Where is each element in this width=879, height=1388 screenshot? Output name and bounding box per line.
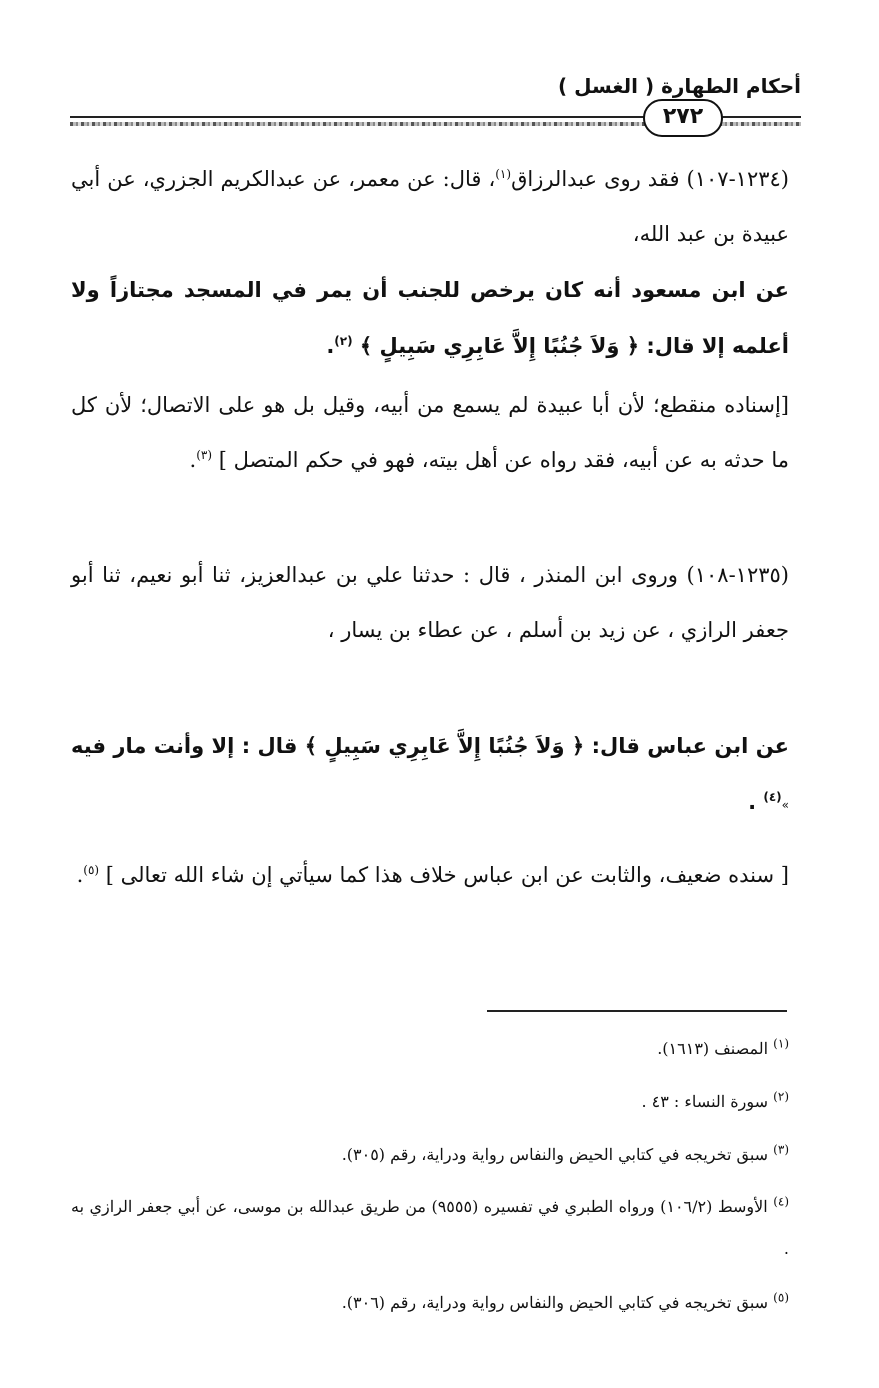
footnote-text: سبق تخريجه في كتابي الحيض والنفاس رواية ودراية، رقم (٣٠٦). [341, 1293, 769, 1312]
footnote-1 [71, 1028, 789, 1070]
footnote-number: (٥) [773, 1290, 789, 1305]
grading-text: [ سنده ضعيف، والثابت عن ابن عباس خلاف هذا كما سيأتي إن شاء الله تعالى ] [99, 863, 789, 887]
period: . [76, 863, 84, 887]
grading-text: [إسناده منقطع؛ لأن أبا عبيدة لم يسمع من أبيه، وقيل بل هو على الاتصال؛ لأن كل ما حدثه به عن أبيه، فقد رواه عن أهل بيته، فهو في حكم المتصل ] [71, 393, 789, 472]
footnote-number: (٢) [773, 1089, 789, 1104]
period: . [748, 790, 757, 814]
footnote-ref[interactable]: (٢) [334, 334, 353, 348]
hadith-matn: عن ابن عباس قال: ﴿ وَلاَ جُنُبًا إِلاَّ عَابِرِي سَبِيلٍ ﴾ قال : إلا وأنت مار فيه [71, 734, 789, 758]
hadith-text-1 [71, 262, 789, 374]
isnad-grading-1 [71, 378, 789, 488]
footnote-text: سبق تخريجه في كتابي الحيض والنفاس رواية ودراية، رقم (٣٠٥). [341, 1145, 769, 1164]
footnote-2 [71, 1081, 789, 1123]
footnote-ref[interactable]: (٤) [763, 790, 782, 804]
footnote-ref[interactable]: (٣) [196, 448, 213, 462]
hadith-text-2 [71, 718, 789, 833]
hadith-chain-2 [71, 548, 789, 658]
hadith-matn: عن ابن مسعود أنه كان يرخص للجنب أن يمر في المسجد مجتازاً ولا أعلمه إلا قال: ﴿ وَلاَ جُنُبًا إِلاَّ عَابِرِي سَبِيلٍ ﴾ [71, 278, 789, 358]
footnote-text: سورة النساء : ٤٣ . [641, 1092, 769, 1111]
chain-text: (١٢٣٥-١٠٨) وروى ابن المنذر ، قال : حدثنا علي بن عبدالعزيز، ثنا أبو نعيم، ثنا أبو جعفر الرازي ، عن زيد بن أسلم ، عن عطاء بن يسار ، [71, 563, 789, 642]
isnad-grading-2 [71, 848, 789, 903]
footnote-3 [71, 1134, 789, 1176]
page-number-badge: ٢٧٢ [643, 99, 723, 137]
footnote-ref[interactable]: (٥) [83, 863, 100, 877]
footnote-ref[interactable]: (١) [495, 167, 512, 181]
footnote-number: (١) [773, 1036, 789, 1051]
hadith-chain-1 [71, 152, 789, 262]
footnote-separator [487, 1010, 787, 1012]
footnote-number: (٤) [773, 1194, 790, 1209]
closing-quote: » [781, 798, 789, 812]
running-header-title: أحكام الطهارة ( الغسل ) [558, 74, 801, 98]
footnote-5 [71, 1282, 789, 1324]
period: . [326, 334, 335, 358]
chain-text-cont: ، قال: عن معمر، عن عبدالكريم الجزري، عن أبي عبيدة بن عبد الله، [71, 167, 789, 246]
footnote-number: (٣) [773, 1142, 789, 1157]
period: . [189, 448, 197, 472]
chain-text: (١٢٣٤-١٠٧) فقد روى عبدالرزاق [511, 167, 789, 191]
footnote-text: الأوسط (١٠٦/٢) ورواه الطبري في تفسيره (٩٥٥٥) من طريق عبدالله بن موسى، عن أبي جعفر الرازي به . [71, 1197, 789, 1258]
footnote-text: المصنف (١٦١٣). [657, 1039, 769, 1058]
footnote-4 [71, 1186, 789, 1270]
